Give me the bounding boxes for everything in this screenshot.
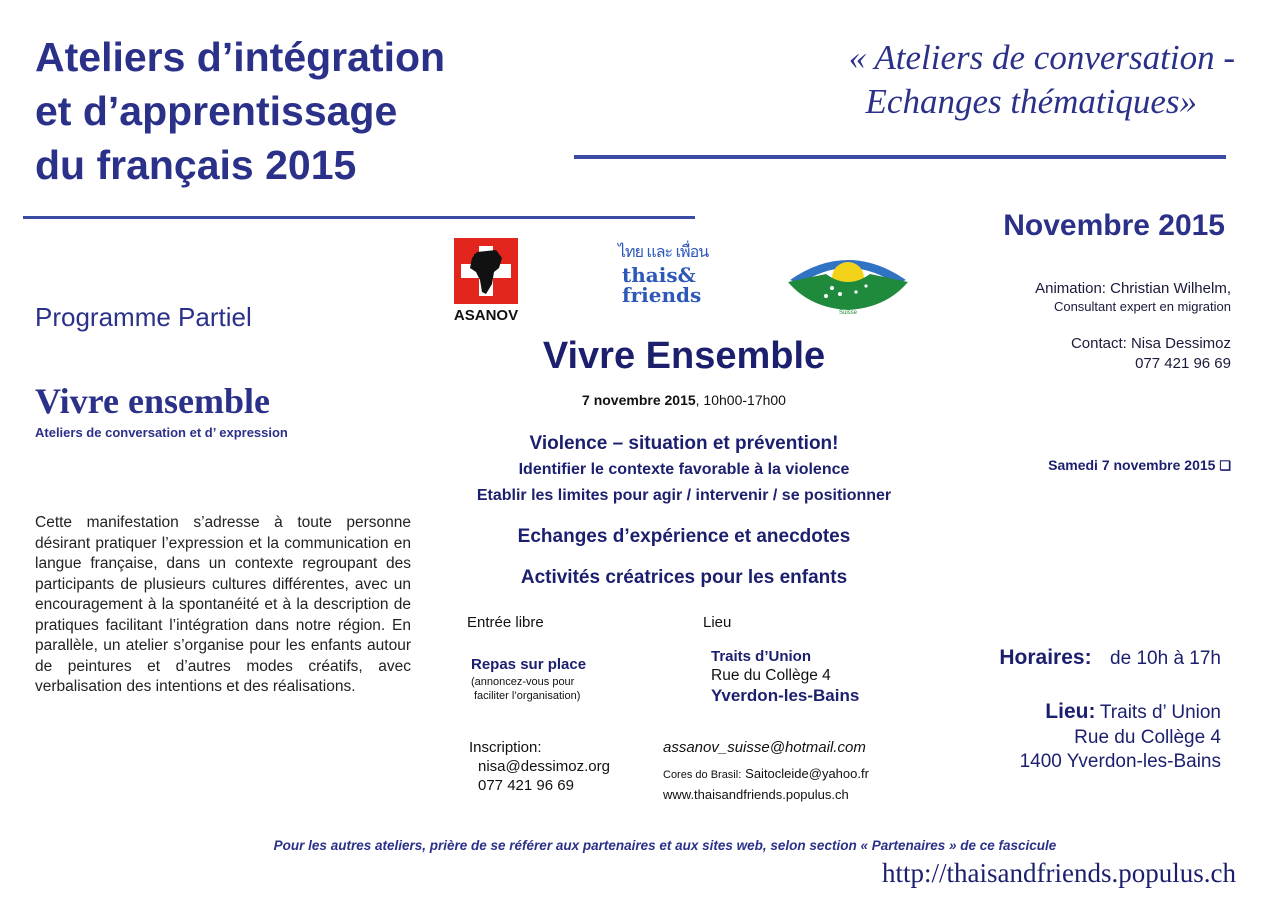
thais-thai-text: ไทย และ เพื่อน xyxy=(618,244,709,261)
entree-libre: Entrée libre xyxy=(467,614,544,631)
thais-line-1: thais& xyxy=(622,263,696,287)
animation: Animation: Christian Wilhelm, xyxy=(1035,280,1231,297)
header-rule-right xyxy=(574,155,1226,159)
cores-small: Suisse xyxy=(838,310,857,316)
horaires: Horaires: de 10h à 17h xyxy=(999,646,1221,669)
header-rule-left xyxy=(23,216,695,219)
contact-cores-label: Cores do Brasil: xyxy=(663,769,742,781)
section-subtitle: Ateliers de conversation et d’ expression xyxy=(35,425,288,440)
inscription-label: Inscription: xyxy=(469,739,542,756)
lieu-label: Lieu xyxy=(703,614,732,631)
series-title xyxy=(700,36,1235,124)
footer-note: Pour les autres ateliers, prière de se référer aux partenaires et aux sites web, selon section « Partenaires » de ce fascicule xyxy=(273,838,1057,853)
topic-violence-a: Identifier le contexte favorable à la violence xyxy=(518,461,850,478)
lieu-city: Yverdon-les-Bains xyxy=(711,686,860,705)
horaires-label: Horaires xyxy=(999,646,1085,669)
repas-note-1: (annoncez-vous pour xyxy=(471,676,575,688)
main-title xyxy=(35,30,445,192)
main-title-line-1: Ateliers d’intégration xyxy=(35,34,446,80)
checkbox-icon: ❏ xyxy=(1219,458,1231,473)
series-title-line-1: « Ateliers de conversation - xyxy=(848,38,1235,77)
event-date-bold: 7 novembre 2015 xyxy=(582,392,696,408)
lieu-right: Lieu: Traits d’ Union xyxy=(1045,700,1221,723)
topic-echanges: Echanges d’expérience et anecdotes xyxy=(517,526,851,547)
cores-do-brasil-logo xyxy=(786,244,910,318)
samedi-date xyxy=(900,457,1231,474)
lieu-right-name: Traits d’ Union xyxy=(1099,702,1221,723)
center-title: Vivre Ensemble xyxy=(542,335,826,377)
event-date xyxy=(424,392,944,408)
topic-activites: Activités créatrices pour les enfants xyxy=(520,567,848,588)
asanov-label: ASANOV xyxy=(453,307,519,324)
contact-web[interactable]: www.thaisandfriends.populus.ch xyxy=(663,787,849,802)
topic-violence-b: Etablir les limites pour agir / intervenir / se positionner xyxy=(476,487,892,504)
inscription-phone: 077 421 96 69 xyxy=(478,777,574,794)
lieu-right-street: Rue du Collège 4 xyxy=(1074,727,1221,748)
lieu-right-city: 1400 Yverdon-les-Bains xyxy=(1019,751,1221,772)
inscription-email[interactable]: nisa@dessimoz.org xyxy=(478,758,610,775)
contact-cores-email[interactable]: Saitocleide@yahoo.fr xyxy=(745,766,869,781)
repas: Repas sur place xyxy=(471,656,587,673)
contact: Contact: Nisa Dessimoz xyxy=(1070,335,1231,352)
contact-cores xyxy=(663,765,869,781)
programme-label: Programme Partiel xyxy=(35,302,252,332)
topic-violence: Violence – situation et prévention! xyxy=(529,433,839,454)
footer-url[interactable]: http://thaisandfriends.populus.ch xyxy=(882,858,1236,888)
main-title-line-2: et d’apprentissage xyxy=(35,88,398,134)
thais-line-2: friends xyxy=(622,283,702,307)
main-title-line-3: du français 2015 xyxy=(35,142,357,188)
section-title: Vivre ensemble xyxy=(35,381,270,421)
lieu-street: Rue du Collège 4 xyxy=(711,667,831,684)
asanov-logo xyxy=(452,238,520,327)
samedi-text: Samedi 7 novembre 2015 xyxy=(1048,457,1216,473)
animation-role: Consultant expert en migration xyxy=(1053,299,1231,314)
thais-friends-logo xyxy=(618,240,718,314)
horaires-value: de 10h à 17h xyxy=(1110,648,1221,669)
contact-email-asanov[interactable]: assanov_suisse@hotmail.com xyxy=(663,739,866,756)
description: Cette manifestation s’adresse à toute personne désirant pratiquer l’expression et la communication en langue française, dans un contexte regroupant des participants de plusieurs cultures différentes, avec un encouragement à la spontanéité et à la description de pratiques facilitant l’intégration dans notre région. En parallèle, un atelier s’organise pour les enfants autour de peintures et d’autres modes créatifs, avec verbalisation des intentions et des réalisations. xyxy=(35,514,411,695)
month-label: Novembre 2015 xyxy=(1003,209,1225,242)
lieu-right-label: Lieu xyxy=(1045,700,1089,723)
lieu-name: Traits d’Union xyxy=(711,648,812,665)
repas-note-2: faciliter l’organisation) xyxy=(474,690,581,702)
series-title-line-2: Echanges thématiques» xyxy=(865,82,1197,121)
event-date-time: , 10h00-17h00 xyxy=(695,392,786,408)
contact-phone: 077 421 96 69 xyxy=(1135,355,1231,372)
